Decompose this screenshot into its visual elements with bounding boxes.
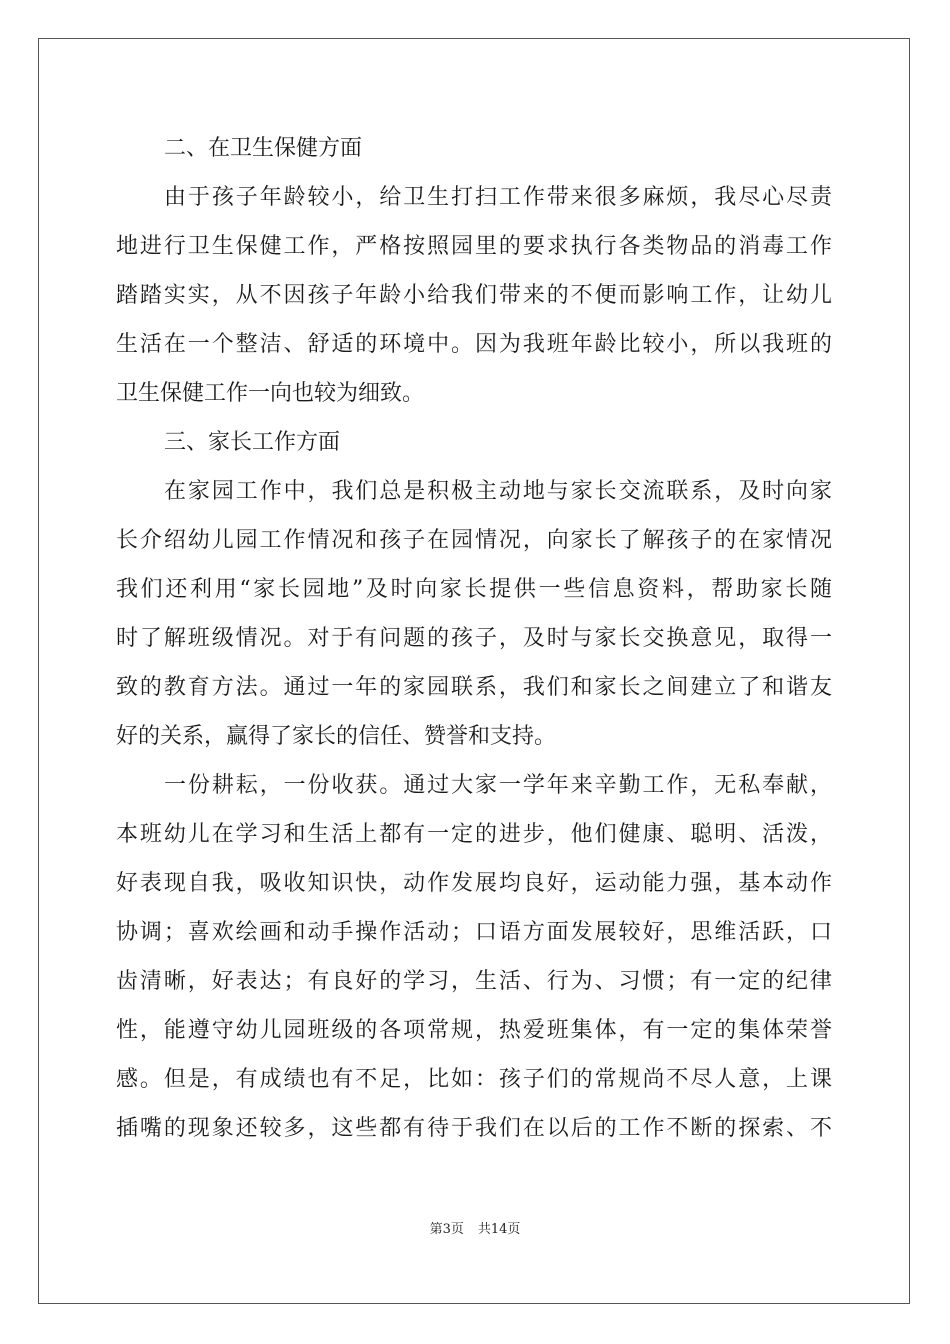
section-heading-parents: 三、家长工作方面 xyxy=(164,430,341,455)
paragraph-line: 插嘴的现象还较多，这些都有待于我们在以后的工作不断的探索、不 xyxy=(116,1116,832,1141)
page-total: 共14页 xyxy=(477,1222,521,1237)
page-footer xyxy=(0,1218,950,1237)
paragraph-line: 在家园工作中，我们总是积极主动地与家长交流联系，及时向家 xyxy=(164,479,832,504)
paragraph-line: 长介绍幼儿园工作情况和孩子在园情况，向家长了解孩子的在家情况 xyxy=(116,528,832,553)
paragraph-line: 时了解班级情况。对于有问题的孩子，及时与家长交换意见，取得一 xyxy=(116,626,832,651)
paragraph-line: 由于孩子年龄较小，给卫生打扫工作带来很多麻烦，我尽心尽责 xyxy=(164,185,832,210)
paragraph-line: 感。但是，有成绩也有不足，比如：孩子们的常规尚不尽人意，上课 xyxy=(116,1067,832,1092)
paragraph-line: 性，能遵守幼儿园班级的各项常规，热爱班集体，有一定的集体荣誉 xyxy=(116,1018,832,1043)
paragraph-line: 踏踏实实，从不因孩子年龄小给我们带来的不便而影响工作，让幼儿 xyxy=(116,283,832,308)
paragraph-line: 生活在一个整洁、舒适的环境中。因为我班年龄比较小，所以我班的 xyxy=(116,332,832,357)
paragraph-line: 协调；喜欢绘画和动手操作活动；口语方面发展较好，思维活跃，口 xyxy=(116,920,832,945)
paragraph-line: 一份耕耘，一份收获。通过大家一学年来辛勤工作，无私奉献， xyxy=(164,773,832,798)
page-number: 第3页 xyxy=(429,1222,464,1237)
paragraph-line: 齿清晰，好表达；有良好的学习，生活、行为、习惯；有一定的纪律 xyxy=(116,969,832,994)
paragraph-line: 致的教育方法。通过一年的家园联系，我们和家长之间建立了和谐友 xyxy=(116,675,832,700)
paragraph-line: 好表现自我，吸收知识快，动作发展均良好，运动能力强，基本动作 xyxy=(116,871,832,896)
section-heading-hygiene: 二、在卫生保健方面 xyxy=(164,136,363,161)
paragraph-line: 好的关系，赢得了家长的信任、赞誉和支持。 xyxy=(116,724,557,749)
paragraph-line: 我们还利用“家长园地”及时向家长提供一些信息资料，帮助家长随 xyxy=(116,577,832,602)
paragraph-line: 地进行卫生保健工作，严格按照园里的要求执行各类物品的消毒工作 xyxy=(116,234,832,259)
document-body xyxy=(116,124,832,1153)
paragraph-line: 本班幼儿在学习和生活上都有一定的进步，他们健康、聪明、活泼， xyxy=(116,822,832,847)
paragraph-line: 卫生保健工作一向也较为细致。 xyxy=(116,381,425,406)
